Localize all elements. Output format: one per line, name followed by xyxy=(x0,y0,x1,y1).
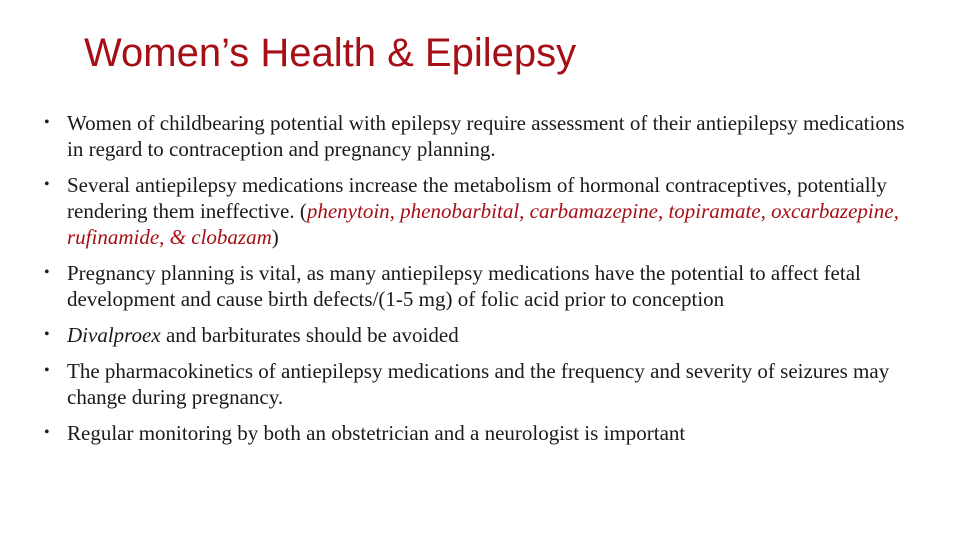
bullet-item-avoid-divalproex xyxy=(44,322,924,348)
bullet-icon: • xyxy=(44,264,50,281)
bullet-item-hormonal-metabolism xyxy=(44,172,924,250)
bullet-item-monitoring xyxy=(44,420,924,446)
bullet-item-pregnancy-planning xyxy=(44,260,924,312)
bullet-text: Regular monitoring by both an obstetrician and a neurologist is important xyxy=(67,421,686,445)
bullet-text: Women of childbearing potential with epilepsy require assessment of their antiepilepsy medications in regard to contraception and pregnancy planning. xyxy=(67,111,905,161)
bullet-icon: • xyxy=(44,362,50,379)
bullet-text: Pregnancy planning is vital, as many antiepilepsy medications have the potential to affect fetal development and cause birth defects/(1-5 mg) of folic acid prior to conception xyxy=(67,261,861,311)
bullet-item-pharmacokinetics xyxy=(44,358,924,410)
bullet-icon: • xyxy=(44,114,50,131)
bullet-text: The pharmacokinetics of antiepilepsy medications and the frequency and severity of seizures may change during pregnancy. xyxy=(67,359,890,409)
bullet-item-contraception-assessment xyxy=(44,110,924,162)
bullet-text-close: ) xyxy=(271,225,279,249)
drug-name: Divalproex xyxy=(67,323,161,347)
bullet-list xyxy=(44,110,924,456)
bullet-text: and barbiturates should be avoided xyxy=(160,323,459,347)
drug-list: phenytoin, phenobarbital, carbamazepine, topiramate, oxcarbazepine, rufinamide, & clobazam xyxy=(67,199,899,249)
bullet-icon: • xyxy=(44,176,50,193)
bullet-icon: • xyxy=(44,326,50,343)
bullet-text: Several antiepilepsy medications increase the metabolism of hormonal contraceptives, potentially rendering them ineffective. ( xyxy=(67,173,887,223)
slide-title: Women’s Health & Epilepsy xyxy=(84,31,577,75)
bullet-icon: • xyxy=(44,424,50,441)
